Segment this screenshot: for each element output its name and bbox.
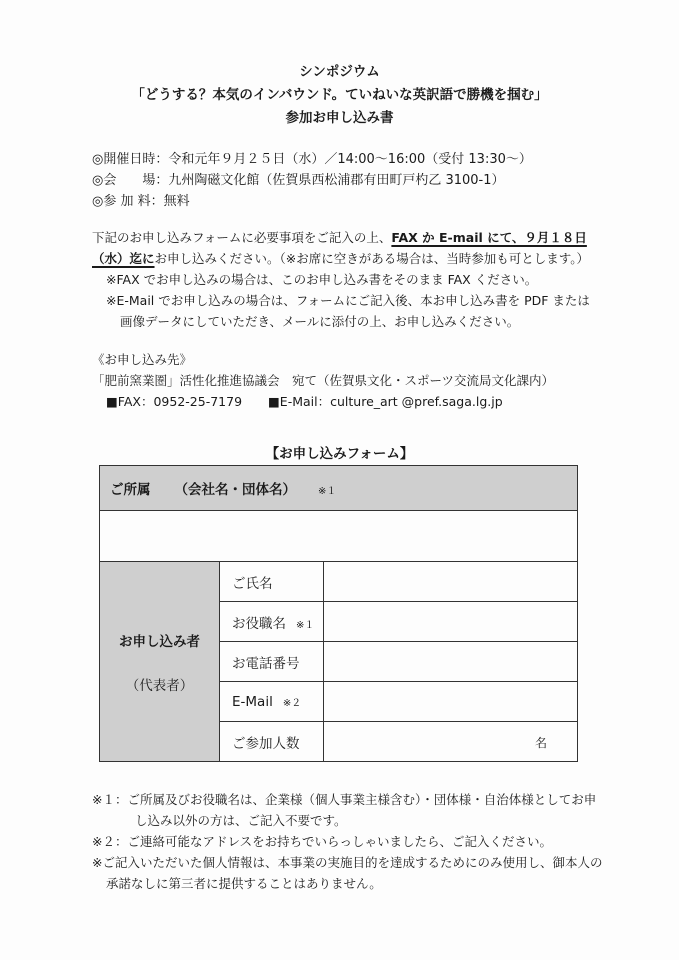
instruction-line-1 (92, 228, 587, 246)
document-title-line-3: 参加お申し込み書 (285, 110, 394, 126)
email-note-mark: ※２ (282, 697, 302, 709)
instruction-line-2-text: お申し込みください。（※お席に空きがある場合は、当時参加も可とします。） (154, 251, 589, 266)
email-note-line-2: 画像データにしていただき、メールに添付の上、お申し込みください。 (120, 314, 520, 329)
footnote-2: ※２：ご連絡可能なアドレスをお持ちでいらっしゃいましたら、ご記入ください。 (92, 834, 552, 849)
position-label-cell (220, 602, 324, 642)
affiliation-label: ご所属 (110, 482, 151, 498)
email-note-line-1: ※E-Mail でお申し込みの場合は、フォームにご記入後、本お申し込み書を PDF または (106, 293, 590, 308)
instruction-line-1-text: 下記のお申し込みフォームに必要事項をご記入の上、 (92, 230, 392, 245)
phone-field[interactable] (324, 642, 578, 682)
event-fee: ◎参 加 料：無料 (92, 194, 190, 209)
position-label: お役職名 (232, 615, 286, 632)
attendees-unit: 名 (534, 736, 547, 750)
position-field[interactable] (324, 602, 578, 642)
footnote-3-line-1: ※ご記入いただいた個人情報は、本事業の実施目的を達成するためにのみ使用し、御本人の (92, 855, 603, 870)
fax-note: ※FAX でお申し込みの場合は、このお申し込み書をそのまま FAX ください。 (106, 272, 538, 287)
name-field[interactable] (324, 562, 578, 602)
event-date: ◎開催日時：令和元年９月２５日（水）／14:00～16:00（受付 13:30～） (92, 152, 532, 167)
email-label-cell (220, 682, 324, 722)
instruction-deadline-day: （水）迄に (92, 251, 155, 266)
affiliation-sublabel: （会社名・団体名） (174, 482, 296, 498)
footnote-3-line-2: 承諾なしに第三者に提供することはありません。 (106, 876, 382, 891)
phone-label: お電話番号 (232, 655, 300, 672)
attendees-label: ご参加人数 (232, 735, 300, 752)
form-title: 【お申し込みフォーム】 (265, 446, 414, 462)
destination-heading: 《お申し込み先》 (92, 352, 193, 367)
attendees-label-cell (220, 722, 324, 762)
email-label: E-Mail (232, 693, 273, 710)
instruction-deadline: FAX か E-mail にて、９月１８日 (391, 230, 587, 245)
document-title-line-2: 「どうする？本気のインバウンド。ていねいな英訳語で勝機を掴む」 (131, 87, 548, 103)
application-form (99, 465, 578, 762)
instruction-line-2 (92, 249, 589, 267)
document-title-line-1: シンポジウム (299, 64, 380, 80)
footnote-1-line-2: し込み以外の方は、ご記入不要です。 (135, 813, 347, 828)
attendees-field[interactable] (324, 722, 578, 762)
destination-organization: 「肥前窯業圏」活性化推進協議会 宛て（佐賀県文化・スポーツ交流局文化課内） (92, 373, 555, 388)
email-field[interactable] (324, 682, 578, 722)
affiliation-field[interactable] (100, 511, 578, 562)
name-label-cell (220, 562, 324, 602)
applicant-label: お申し込み者 (119, 633, 200, 650)
phone-label-cell (220, 642, 324, 682)
affiliation-header (100, 466, 578, 511)
name-label: ご氏名 (232, 575, 273, 592)
applicant-cell (100, 562, 220, 762)
position-note: ※１ (296, 619, 315, 631)
event-venue: ◎会 場：九州陶磁文化館（佐賀県西松浦郡有田町戸杓乙 3100-1） (92, 173, 505, 188)
destination-email: ■E-Mail：culture_art @pref.saga.lg.jp (268, 394, 503, 409)
applicant-sublabel: （代表者） (125, 677, 194, 694)
destination-fax: ■FAX：0952-25-7179 (106, 394, 243, 409)
affiliation-note: ※１ (318, 486, 337, 497)
footnote-1-line-1: ※１：ご所属及びお役職名は、企業様（個人事業主様含む）・団体様・自治体様としてお申 (92, 792, 597, 807)
